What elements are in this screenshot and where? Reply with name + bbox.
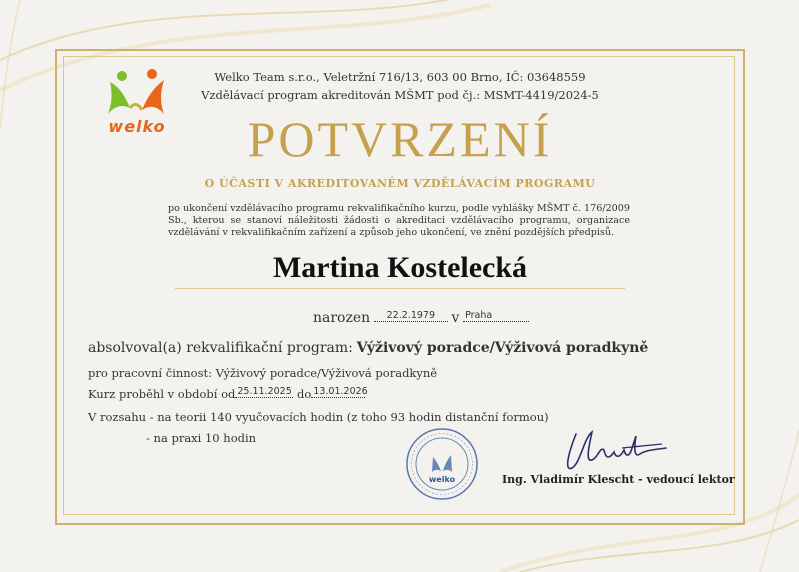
company-address-line: Welko Team s.r.o., Veletržní 716/13, 603 00 Brno, IČ: 03648559 [214,70,586,84]
period-to-label: do [297,387,312,401]
period-label: Kurz proběhl v období od [88,387,236,401]
birth-date: 22.2.1979 [374,310,448,322]
period-line [88,386,368,402]
round-stamp-seal-icon [405,427,479,501]
seal-logo-text: welko [428,475,456,484]
handwritten-signature [562,424,672,476]
birth-label: narozen [313,310,371,326]
legal-intro-paragraph: po ukončení vzdělávacího programu rekvalifikačního kurzu, podle vyhlášky MŠMT č. 176/2009 Sb., kterou se stanoví náležitosti žádosti o akreditaci vzdělávacího programu, organizace vzdělávání v rekvalifikačním zařízení a způsob jeho ukončení, ve znění pozdějších předpisů. [168,203,630,239]
participant-name: Martina Kostelecká [272,251,528,284]
birth-place-label: v [451,310,460,326]
scope-theory-line: V rozsahu - na teorii 140 vyučovacích hodin (z toho 93 hodin distanční formou) [88,410,549,424]
program-name: Výživový poradce/Výživová poradkyně [356,340,649,356]
welko-logo-text: welko [108,117,166,136]
certificate-subtitle: O ÚČASTI V AKREDITOVANÉM VZDĚLÁVACÍM PROGRAMU [204,177,596,190]
activity-line [88,366,437,380]
period-date-from: 25.11.2025 [237,386,292,397]
accreditation-line: Vzdělávací program akreditován MŠMT pod čj.: MSMT-4419/2024-5 [201,88,599,102]
certificate-title: POTVRZENÍ [247,111,553,167]
signer-name-title: Ing. Vladimír Klescht - vedoucí lektor [502,473,735,486]
activity-label: pro pracovní činnost: [88,366,213,380]
birth-line [313,310,529,326]
scope-practice-line: - na praxi 10 hodin [146,431,257,445]
period-date-to: 13.01.2026 [313,386,368,397]
program-label: absolvoval(a) rekvalifikační program: [88,340,353,356]
name-divider [175,288,625,289]
activity-value: Výživový poradce/Výživová poradkyně [215,366,438,380]
program-line [88,340,648,356]
birth-place: Praha [463,310,529,322]
